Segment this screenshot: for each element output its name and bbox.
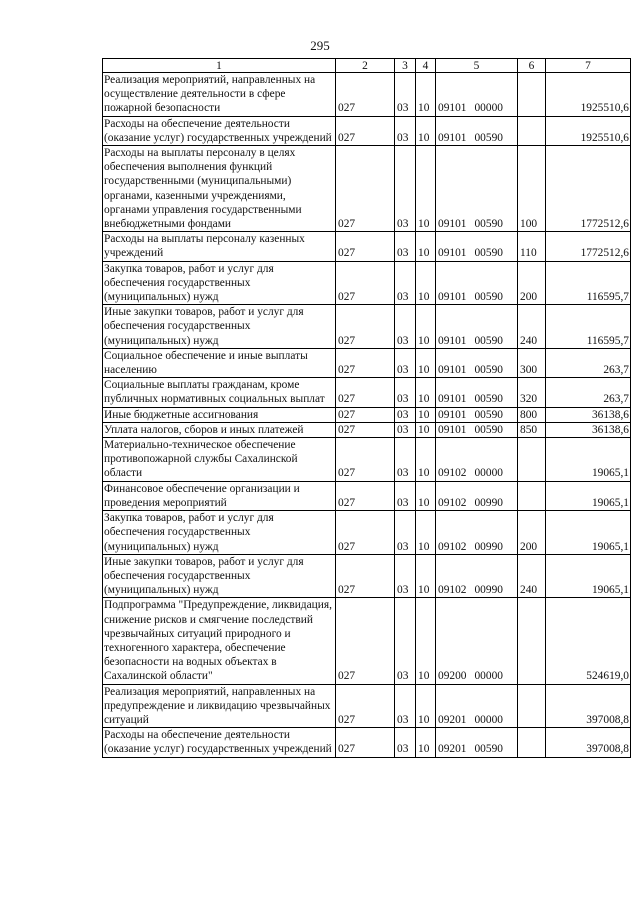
amount-cell: 263,7 xyxy=(546,348,631,377)
column-header: 7 xyxy=(546,59,631,73)
target-article-direction: 00590 xyxy=(474,393,503,406)
table-row xyxy=(103,116,631,145)
target-article-direction: 00590 xyxy=(474,743,503,756)
department-code-cell: 027 xyxy=(336,511,395,555)
department-code-cell: 027 xyxy=(336,146,395,232)
expense-name-cell: Расходы на обеспечение деятельности (оказание услуг) государственных учреждений xyxy=(103,116,336,145)
expense-name-cell: Финансовое обеспечение организации и проведения мероприятий xyxy=(103,481,336,510)
budget-table xyxy=(102,58,631,758)
subsection-code-cell: 10 xyxy=(416,481,436,510)
section-code-cell: 03 xyxy=(395,511,416,555)
table-row xyxy=(103,378,631,407)
target-article-program: 09102 xyxy=(438,540,467,553)
expense-name-cell: Расходы на выплаты персоналу казенных учреждений xyxy=(103,232,336,261)
expense-type-cell: 800 xyxy=(518,407,546,422)
expense-type-cell: 200 xyxy=(518,261,546,305)
column-header: 6 xyxy=(518,59,546,73)
column-header: 3 xyxy=(395,59,416,73)
subsection-code-cell: 10 xyxy=(416,598,436,684)
target-article-cell xyxy=(436,422,518,437)
expense-type-cell: 200 xyxy=(518,511,546,555)
target-article-direction: 00990 xyxy=(474,496,503,509)
expense-name-cell: Закупка товаров, работ и услуг для обеспечения государственных (муниципальных) нужд xyxy=(103,261,336,305)
amount-cell: 1925510,6 xyxy=(546,116,631,145)
section-code-cell: 03 xyxy=(395,305,416,349)
target-article-cell xyxy=(436,554,518,598)
target-article-program: 09101 xyxy=(438,423,467,436)
expense-type-cell xyxy=(518,684,546,728)
expense-type-cell xyxy=(518,73,546,117)
subsection-code-cell: 10 xyxy=(416,728,436,757)
expense-name-cell: Иные бюджетные ассигнования xyxy=(103,407,336,422)
target-article-program: 09201 xyxy=(438,743,467,756)
column-header: 2 xyxy=(336,59,395,73)
expense-type-cell: 850 xyxy=(518,422,546,437)
expense-name-cell: Социальные выплаты гражданам, кроме публичных нормативных социальных выплат xyxy=(103,378,336,407)
subsection-code-cell: 10 xyxy=(416,348,436,377)
target-article-cell xyxy=(436,305,518,349)
subsection-code-cell: 10 xyxy=(416,261,436,305)
amount-cell: 19065,1 xyxy=(546,554,631,598)
section-code-cell: 03 xyxy=(395,684,416,728)
target-article-direction: 00590 xyxy=(474,291,503,304)
section-code-cell: 03 xyxy=(395,407,416,422)
amount-cell: 1772512,6 xyxy=(546,232,631,261)
amount-cell: 524619,0 xyxy=(546,598,631,684)
section-code-cell: 03 xyxy=(395,378,416,407)
target-article-cell xyxy=(436,73,518,117)
amount-cell: 116595,7 xyxy=(546,261,631,305)
expense-type-cell xyxy=(518,728,546,757)
department-code-cell: 027 xyxy=(336,684,395,728)
target-article-cell xyxy=(436,407,518,422)
department-code-cell: 027 xyxy=(336,422,395,437)
subsection-code-cell: 10 xyxy=(416,684,436,728)
subsection-code-cell: 10 xyxy=(416,378,436,407)
target-article-cell xyxy=(436,684,518,728)
target-article-cell xyxy=(436,511,518,555)
amount-cell: 36138,6 xyxy=(546,407,631,422)
section-code-cell: 03 xyxy=(395,232,416,261)
table-row xyxy=(103,554,631,598)
target-article-cell xyxy=(436,348,518,377)
page-number: 295 xyxy=(310,38,330,53)
target-article-program: 09200 xyxy=(438,670,467,683)
table-row xyxy=(103,481,631,510)
section-code-cell: 03 xyxy=(395,422,416,437)
expense-name-cell: Расходы на выплаты персоналу в целях обеспечения выполнения функций государственными (муниципальными) органами, казенными учреждениями, органами управления государственными внебюджетными фондами xyxy=(103,146,336,232)
department-code-cell: 027 xyxy=(336,554,395,598)
expense-name-cell: Реализация мероприятий, направленных на предупреждение и ликвидацию чрезвычайных ситуаций xyxy=(103,684,336,728)
section-code-cell: 03 xyxy=(395,554,416,598)
subsection-code-cell: 10 xyxy=(416,554,436,598)
target-article-direction: 00590 xyxy=(474,364,503,377)
department-code-cell: 027 xyxy=(336,116,395,145)
department-code-cell: 027 xyxy=(336,73,395,117)
department-code-cell: 027 xyxy=(336,407,395,422)
amount-cell: 263,7 xyxy=(546,378,631,407)
table-row xyxy=(103,232,631,261)
expense-name-cell: Иные закупки товаров, работ и услуг для обеспечения государственных (муниципальных) нужд xyxy=(103,305,336,349)
target-article-direction: 00590 xyxy=(474,247,503,260)
subsection-code-cell: 10 xyxy=(416,73,436,117)
target-article-cell xyxy=(436,598,518,684)
target-article-cell xyxy=(436,146,518,232)
department-code-cell: 027 xyxy=(336,438,395,482)
table-row xyxy=(103,422,631,437)
subsection-code-cell: 10 xyxy=(416,511,436,555)
expense-name-cell: Социальное обеспечение и иные выплаты населению xyxy=(103,348,336,377)
target-article-program: 09101 xyxy=(438,218,467,231)
department-code-cell: 027 xyxy=(336,481,395,510)
amount-cell: 19065,1 xyxy=(546,511,631,555)
table-row xyxy=(103,73,631,117)
target-article-cell xyxy=(436,728,518,757)
target-article-program: 09101 xyxy=(438,102,467,115)
expense-type-cell xyxy=(518,438,546,482)
target-article-direction: 00590 xyxy=(474,408,503,421)
expense-name-cell: Реализация мероприятий, направленных на осуществление деятельности в сфере пожарной безопасности xyxy=(103,73,336,117)
expense-type-cell: 300 xyxy=(518,348,546,377)
expense-name-cell: Расходы на обеспечение деятельности (оказание услуг) государственных учреждений xyxy=(103,728,336,757)
department-code-cell: 027 xyxy=(336,305,395,349)
subsection-code-cell: 10 xyxy=(416,438,436,482)
target-article-direction: 00990 xyxy=(474,584,503,597)
subsection-code-cell: 10 xyxy=(416,232,436,261)
expense-type-cell xyxy=(518,598,546,684)
amount-cell: 1772512,6 xyxy=(546,146,631,232)
target-article-direction: 00000 xyxy=(474,102,503,115)
section-code-cell: 03 xyxy=(395,261,416,305)
target-article-program: 09201 xyxy=(438,713,467,726)
target-article-cell xyxy=(436,378,518,407)
target-article-direction: 00000 xyxy=(474,670,503,683)
column-header: 4 xyxy=(416,59,436,73)
expense-type-cell: 100 xyxy=(518,146,546,232)
table-row xyxy=(103,684,631,728)
expense-type-cell: 240 xyxy=(518,554,546,598)
expense-type-cell: 320 xyxy=(518,378,546,407)
target-article-direction: 00000 xyxy=(474,467,503,480)
target-article-cell xyxy=(436,438,518,482)
target-article-direction: 00590 xyxy=(474,334,503,347)
department-code-cell: 027 xyxy=(336,728,395,757)
target-article-direction: 00590 xyxy=(474,218,503,231)
amount-cell: 397008,8 xyxy=(546,728,631,757)
target-article-program: 09102 xyxy=(438,584,467,597)
department-code-cell: 027 xyxy=(336,598,395,684)
expense-type-cell: 240 xyxy=(518,305,546,349)
target-article-program: 09101 xyxy=(438,364,467,377)
amount-cell: 19065,1 xyxy=(546,438,631,482)
table-row xyxy=(103,305,631,349)
column-header: 5 xyxy=(436,59,518,73)
target-article-direction: 00990 xyxy=(474,540,503,553)
target-article-program: 09101 xyxy=(438,393,467,406)
table-row xyxy=(103,598,631,684)
target-article-program: 09101 xyxy=(438,131,467,144)
section-code-cell: 03 xyxy=(395,73,416,117)
subsection-code-cell: 10 xyxy=(416,422,436,437)
expense-type-cell: 110 xyxy=(518,232,546,261)
amount-cell: 116595,7 xyxy=(546,305,631,349)
subsection-code-cell: 10 xyxy=(416,116,436,145)
target-article-direction: 00000 xyxy=(474,713,503,726)
expense-type-cell xyxy=(518,116,546,145)
table-row xyxy=(103,348,631,377)
expense-name-cell: Иные закупки товаров, работ и услуг для обеспечения государственных (муниципальных) нужд xyxy=(103,554,336,598)
department-code-cell: 027 xyxy=(336,378,395,407)
target-article-cell xyxy=(436,481,518,510)
amount-cell: 19065,1 xyxy=(546,481,631,510)
target-article-program: 09101 xyxy=(438,247,467,260)
expense-type-cell xyxy=(518,481,546,510)
department-code-cell: 027 xyxy=(336,261,395,305)
subsection-code-cell: 10 xyxy=(416,305,436,349)
department-code-cell: 027 xyxy=(336,232,395,261)
table-row xyxy=(103,728,631,757)
expense-name-cell: Закупка товаров, работ и услуг для обеспечения государственных (муниципальных) нужд xyxy=(103,511,336,555)
target-article-program: 09101 xyxy=(438,334,467,347)
section-code-cell: 03 xyxy=(395,146,416,232)
target-article-program: 09101 xyxy=(438,291,467,304)
table-row xyxy=(103,261,631,305)
target-article-direction: 00590 xyxy=(474,423,503,436)
expense-name-cell: Уплата налогов, сборов и иных платежей xyxy=(103,422,336,437)
table-row xyxy=(103,407,631,422)
section-code-cell: 03 xyxy=(395,116,416,145)
section-code-cell: 03 xyxy=(395,481,416,510)
subsection-code-cell: 10 xyxy=(416,407,436,422)
subsection-code-cell: 10 xyxy=(416,146,436,232)
target-article-cell xyxy=(436,232,518,261)
department-code-cell: 027 xyxy=(336,348,395,377)
section-code-cell: 03 xyxy=(395,728,416,757)
column-header: 1 xyxy=(103,59,336,73)
table-row xyxy=(103,511,631,555)
table-row xyxy=(103,438,631,482)
target-article-direction: 00590 xyxy=(474,131,503,144)
target-article-program: 09102 xyxy=(438,467,467,480)
target-article-program: 09102 xyxy=(438,496,467,509)
section-code-cell: 03 xyxy=(395,348,416,377)
target-article-cell xyxy=(436,116,518,145)
target-article-program: 09101 xyxy=(438,408,467,421)
expense-name-cell: Подпрограмма "Предупреждение, ликвидация, снижение рисков и смягчение последствий чрезвычайных ситуаций природного и техногенного характера, обеспечение безопасности на водных объектах в Сахалинской области" xyxy=(103,598,336,684)
header-row xyxy=(103,59,631,73)
amount-cell: 1925510,6 xyxy=(546,73,631,117)
expense-name-cell: Материально-техническое обеспечение противопожарной службы Сахалинской области xyxy=(103,438,336,482)
target-article-cell xyxy=(436,261,518,305)
section-code-cell: 03 xyxy=(395,598,416,684)
section-code-cell: 03 xyxy=(395,438,416,482)
amount-cell: 397008,8 xyxy=(546,684,631,728)
table-row xyxy=(103,146,631,232)
amount-cell: 36138,6 xyxy=(546,422,631,437)
